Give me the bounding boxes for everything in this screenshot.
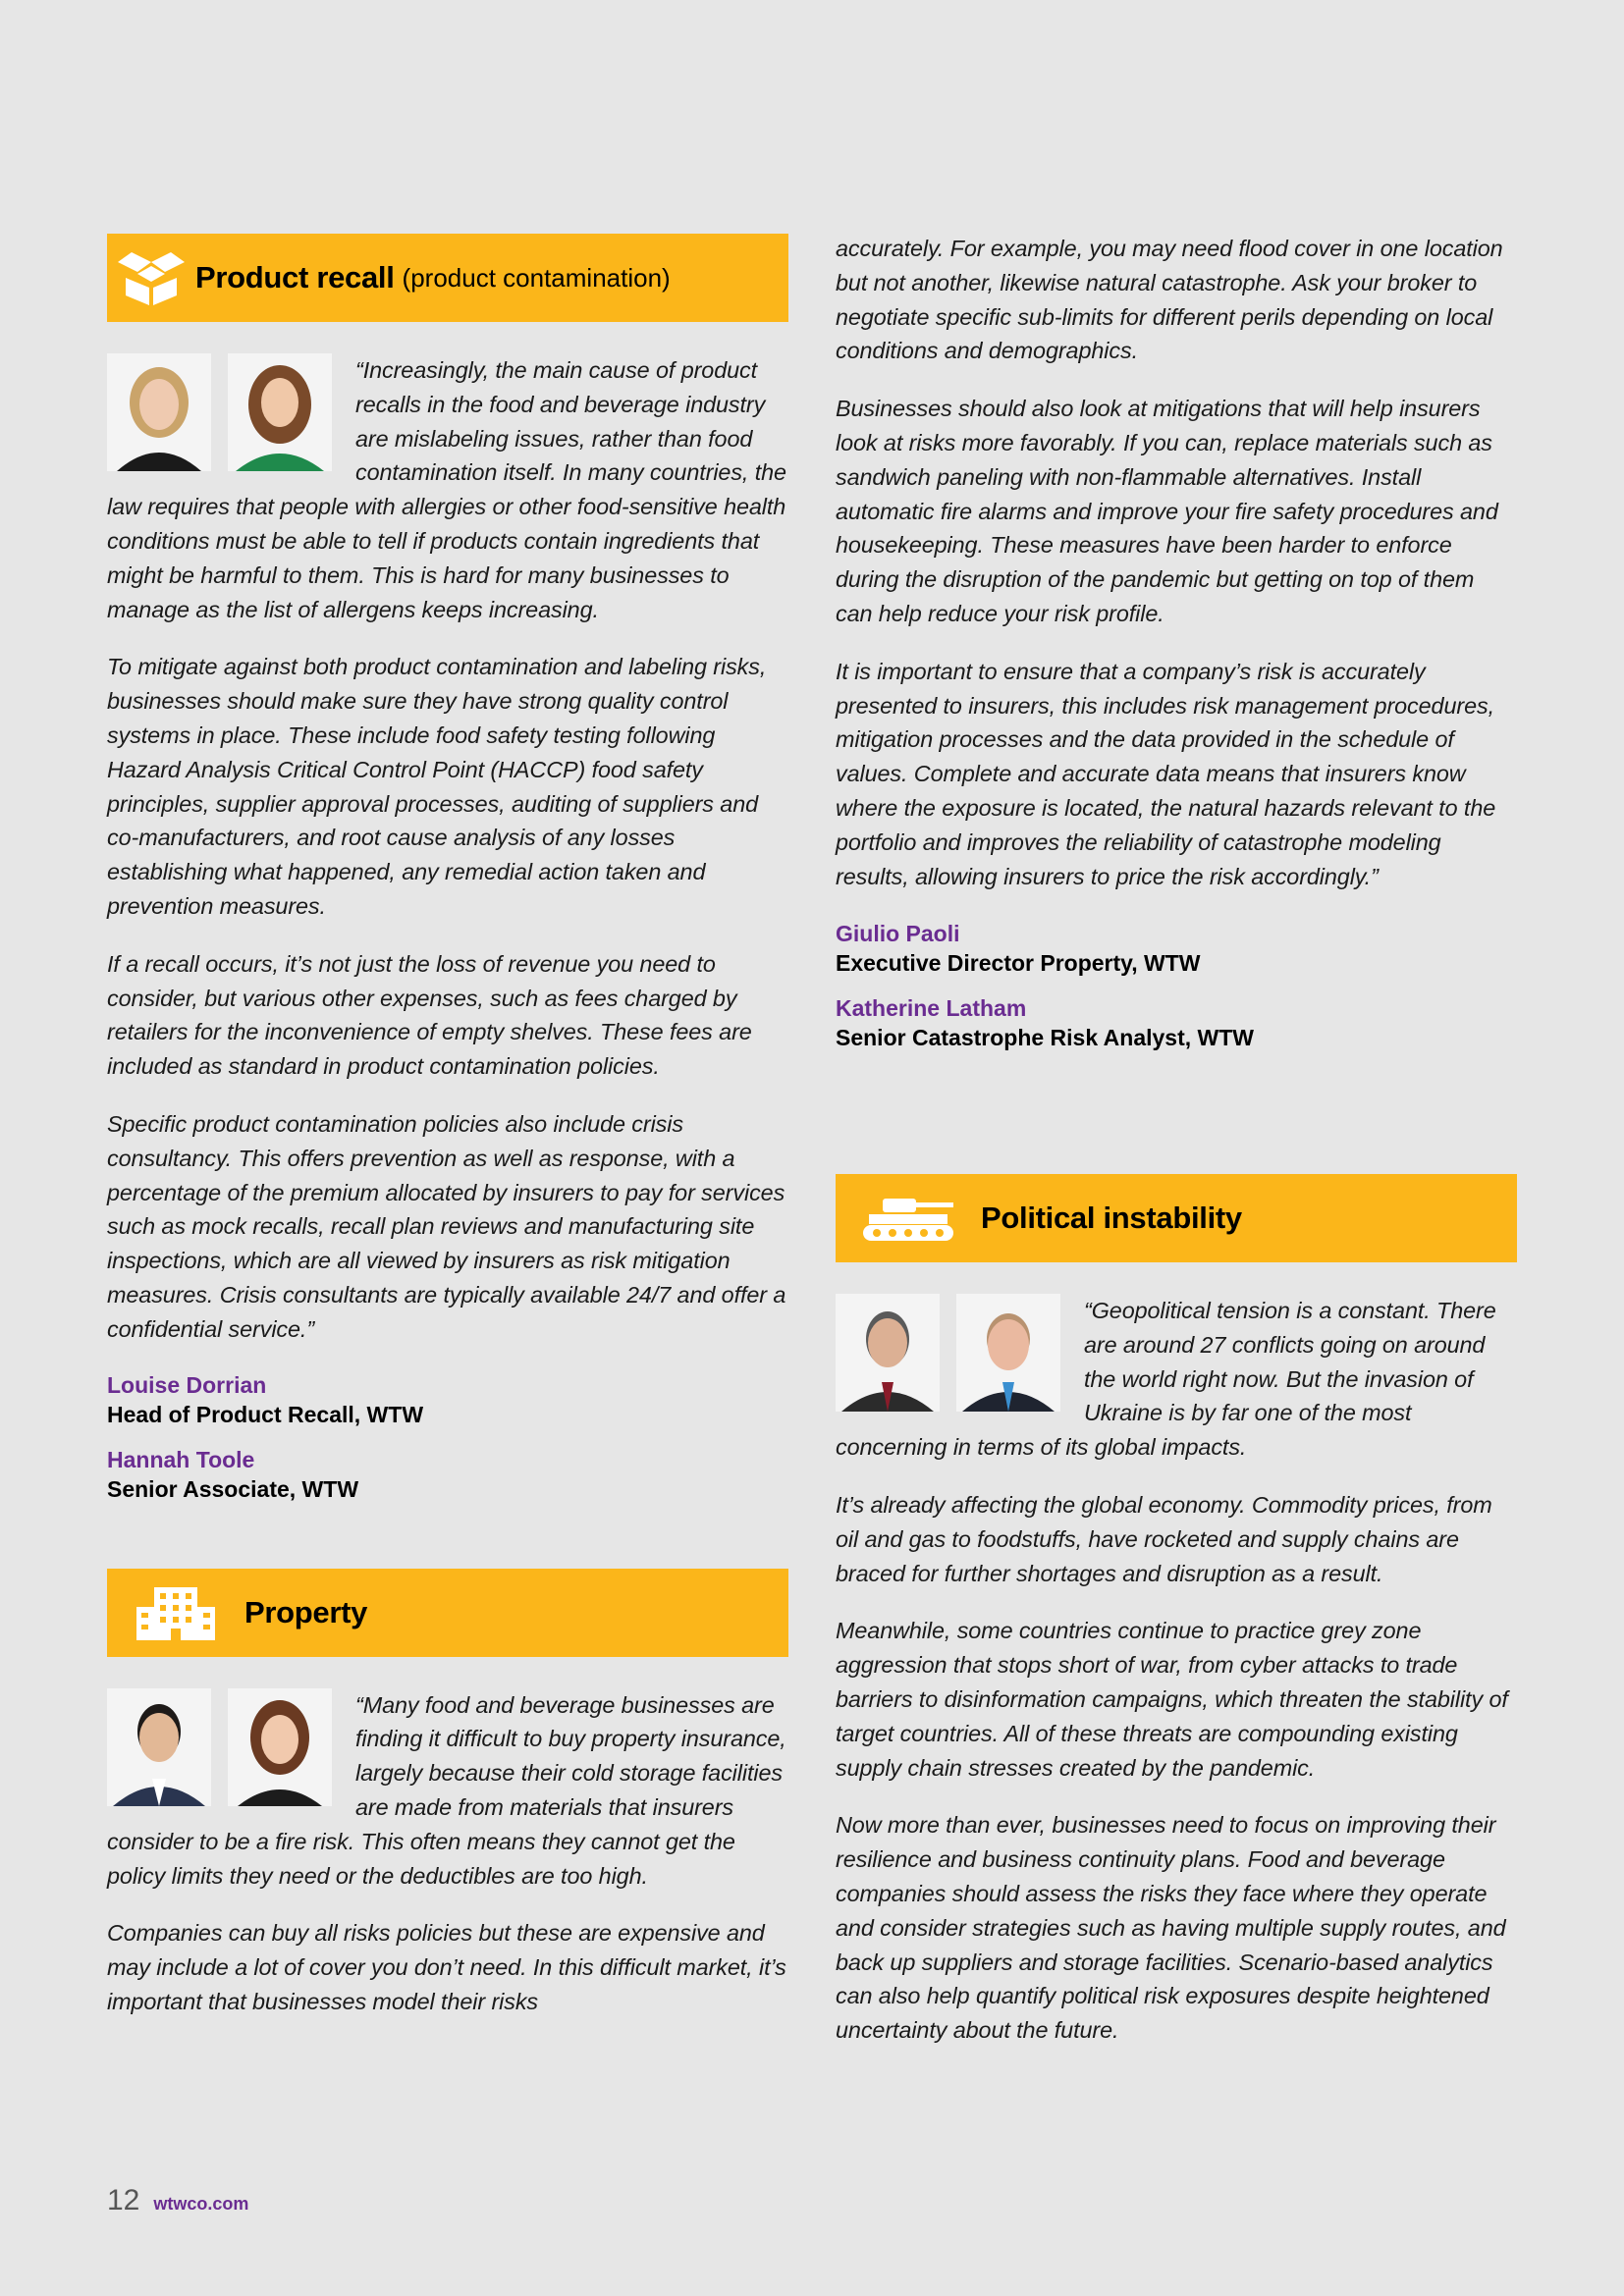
property-authors — [836, 919, 1517, 1052]
property-paragraph-5: It is important to ensure that a company’s risk is accurately presented to insurers, this includes risk management procedures, mitigation processes and the data provided in the schedule of values. Complete and accurate data means that insurers know where the exposure is located, the natural hazards relevant to the portfolio and improves the reliability of catastrophe modeling results, allowing insurers to price the risk accordingly.” — [836, 658, 1496, 889]
political-paragraph-2: It’s already affecting the global economy. Commodity prices, from oil and gas to foodstuffs, have rocketed and supply chains are braced for further shortages and disruption as a result. — [836, 1491, 1492, 1586]
author-name: Louise Dorrian — [107, 1371, 267, 1398]
product-recall-subtitle: (product contamination) — [402, 262, 671, 293]
political-paragraph-1: “Geopolitical tension is a constant. There are around 27 conflicts going on around the world right now. But the invasion of Ukraine is by far one of the most concerning in terms of its global impacts. — [836, 1298, 1496, 1461]
property-banner — [107, 1569, 788, 1657]
author-photo-1 — [836, 1294, 940, 1412]
author-photo-2 — [956, 1294, 1060, 1412]
author-name: Hannah Toole — [107, 1446, 255, 1472]
right-column-upper — [836, 232, 1517, 1068]
author-photos — [107, 1688, 332, 1806]
author-name: Giulio Paoli — [836, 921, 960, 947]
page-number: 12 — [107, 2184, 140, 2216]
building-icon — [107, 1569, 244, 1657]
author-photo-louise — [107, 353, 211, 471]
product-recall-paragraph-4: Specific product contamination policies also include crisis consultancy. This offers prevention as well as response, with a percentage of the premium allocated by insurers to pay for services such as mock recalls, recall plan reviews and manufacturing site inspections, which are all viewed by insurers as risk mitigation measures. Crisis consultants are typically available 24/7 and offer a confidential service.” — [107, 1110, 786, 1342]
product-recall-title: Product recall — [195, 260, 395, 294]
product-recall-banner — [107, 234, 788, 322]
right-column-lower — [836, 1174, 1517, 2071]
property-paragraph-2: Companies can buy all risks policies but these are expensive and may include a lot of cover you don’t need. In this difficult market, it’s important that businesses model their risks — [107, 1920, 786, 2014]
product-recall-authors — [107, 1370, 788, 1504]
author-photos — [836, 1294, 1060, 1412]
property-quote — [107, 1688, 788, 2019]
property-paragraph-1: “Many food and beverage businesses are finding it difficult to buy property insurance, largely because their cold storage facilities are made from materials that insurers consider to be a fire risk. This often means they cannot get the policy limits they need or the deductibles are too high. — [107, 1691, 786, 1889]
author-role: Head of Product Recall, WTW — [107, 1401, 424, 1427]
political-paragraph-3: Meanwhile, some countries continue to practice grey zone aggression that stops short of war, from cyber attacks to trade barriers to disinformation campaigns, which threaten the stability of target countries. All of these threats are compounding existing supply chain stresses created by the pandemic. — [836, 1618, 1508, 1781]
product-recall-quote — [107, 353, 788, 1347]
political-quote — [836, 1294, 1517, 2048]
author-name: Katherine Latham — [836, 995, 1027, 1022]
property-paragraph-4: Businesses should also look at mitigations that will help insurers look at risks more favorably. If you can, replace materials such as sandwich paneling with non-flammable alternatives. Install automatic fire alarms and improve your fire safety procedures and housekeeping. These measures have been harder to enforce during the disruption of the pandemic but getting on top of them can help reduce your risk profile. — [836, 396, 1498, 626]
author-photo-katherine — [228, 1688, 332, 1806]
product-recall-paragraph-2: To mitigate against both product contamination and labeling risks, businesses should make sure they have strong quality control systems in place. These include food safety testing following Hazard Analysis Critical Control Point (HACCP) food safety principles, supplier approval processes, auditing of suppliers and co-manufacturers, and root cause analysis of any losses establishing what happened, any remedial action taken and prevention measures. — [107, 654, 767, 919]
author-photo-hannah — [228, 353, 332, 471]
footer-url-link[interactable]: wtwco.com — [153, 2194, 249, 2214]
author-role: Executive Director Property, WTW — [836, 950, 1201, 977]
author-role: Senior Associate, WTW — [107, 1475, 359, 1502]
page-footer — [107, 2184, 248, 2217]
author-role: Senior Catastrophe Risk Analyst, WTW — [836, 1025, 1254, 1051]
property-title: Property — [244, 1594, 368, 1629]
product-recall-paragraph-3: If a recall occurs, it’s not just the loss of revenue you need to consider, but various other expenses, such as fees charged by retailers for the inconvenience of empty shelves. These fees are included as standard in product contamination policies. — [107, 950, 752, 1080]
political-banner — [836, 1174, 1517, 1262]
author-photos — [107, 353, 332, 471]
tank-icon — [836, 1174, 981, 1262]
box-icon — [107, 234, 195, 322]
product-recall-paragraph-1: “Increasingly, the main cause of product recalls in the food and beverage industry are mislabeling issues, rather than food contamination itself. In many countries, the law requires that people with allergies or other food-sensitive health conditions must be able to tell if products contain ingredients that might be harmful to them. This is hard for many businesses to manage as the list of allergens keeps increasing. — [107, 357, 786, 622]
author-photo-giulio — [107, 1688, 211, 1806]
property-paragraph-3: accurately. For example, you may need flood cover in one location but not another, likewise natural catastrophe. Ask your broker to negotiate specific sub-limits for different perils depending on local conditions and demographics. — [836, 236, 1503, 364]
political-title: Political instability — [981, 1201, 1242, 1235]
political-paragraph-4: Now more than ever, businesses need to focus on improving their resilience and business continuity plans. Food and beverage companies should assess the risks they face where they operate and consider strategies such as having multiple supply routes, and back up suppliers and storage facilities. Scenario-based analytics can also help quantify political risk exposures despite heightened uncertainty about the future. — [836, 1812, 1506, 2044]
left-column — [107, 234, 788, 2043]
